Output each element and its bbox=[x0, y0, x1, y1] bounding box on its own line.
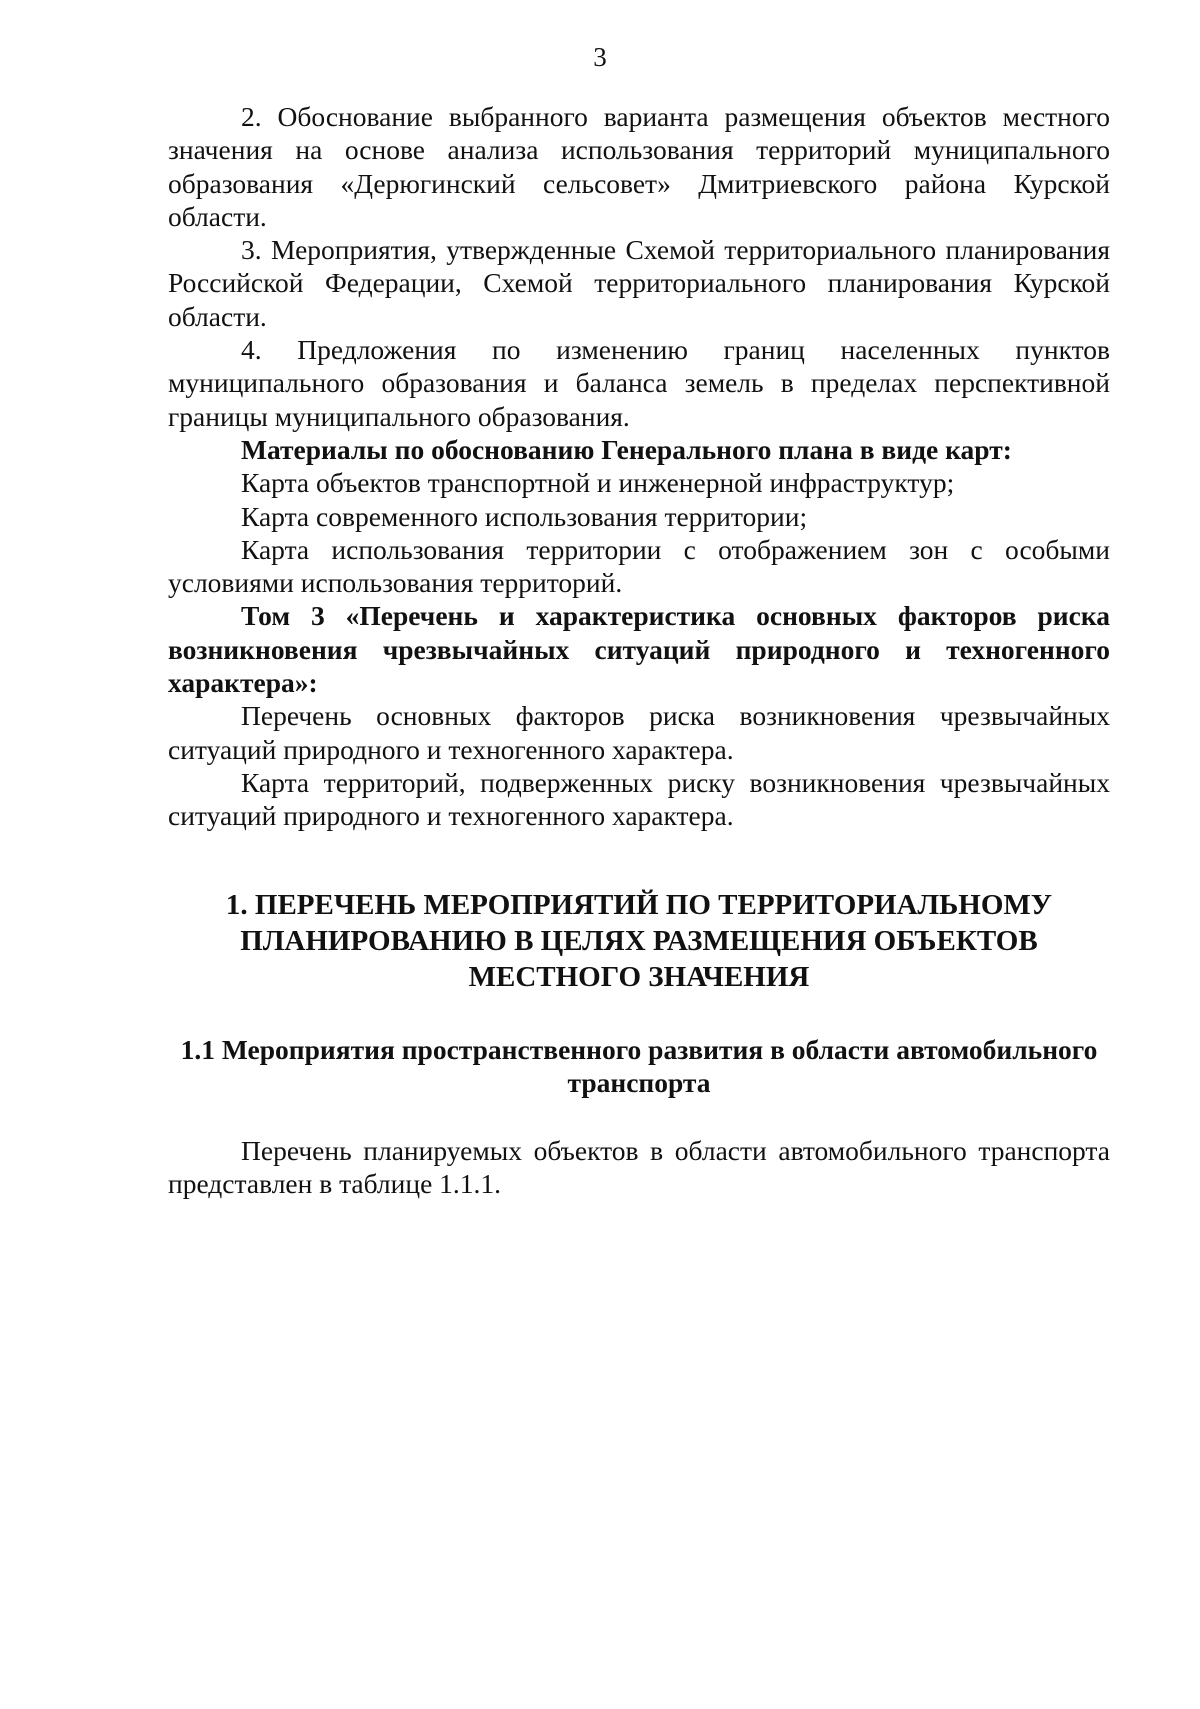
paragraph-item-4: 4. Предложения по изменению границ населенных пунктов муниципального образования и баланса земель в пределах перспективной границы муниципального образования. bbox=[168, 334, 1110, 432]
paragraph-item-3: 3. Мероприятия, утвержденные Схемой территориального планирования Российской Федерации, Схемой территориального планирования Курской области. bbox=[168, 234, 1110, 332]
document-body bbox=[168, 100, 1110, 833]
closing-paragraph: Перечень планируемых объектов в области автомобильного транспорта представлен в таблице 1.1.1. bbox=[168, 1135, 1110, 1200]
map-item-special-zones: Карта использования территории с отображением зон с особыми условиями использования территорий. bbox=[168, 533, 1110, 599]
map-item-transport: Карта объектов транспортной и инженерной инфраструктур; bbox=[241, 467, 955, 499]
subsection-heading: 1.1 Мероприятия пространственного развития в области автомобильного транспорта bbox=[180, 1034, 1098, 1098]
volume-3-heading: Том 3 «Перечень и характеристика основных факторов риска возникновения чрезвычайных ситуаций природного и техногенного характера»: bbox=[168, 600, 1110, 699]
maps-materials-heading: Материалы по обоснованию Генерального плана в виде карт: bbox=[241, 433, 1012, 465]
map-item-current-use: Карта современного использования территории; bbox=[241, 500, 808, 532]
risk-territories-map: Карта территорий, подверженных риску возникновения чрезвычайных ситуаций природного и техногенного характера. bbox=[168, 766, 1110, 832]
page-number: 3 bbox=[593, 42, 607, 72]
closing-section bbox=[168, 1134, 1110, 1201]
section-heading: 1. ПЕРЕЧЕНЬ МЕРОПРИЯТИЙ ПО ТЕРРИТОРИАЛЬНОМУ ПЛАНИРОВАНИЮ В ЦЕЛЯХ РАЗМЕЩЕНИЯ ОБЪЕКТОВ МЕСТНОГО ЗНАЧЕНИЯ bbox=[225, 889, 1053, 993]
paragraph-item-2: 2. Обоснование выбранного варианта размещения объектов местного значения на основе анализа использования территорий муниципального образования «Дерюгинский сельсовет» Дмитриевского района Курской области. bbox=[168, 101, 1110, 232]
risk-factors-list: Перечень основных факторов риска возникновения чрезвычайных ситуаций природного и техногенного характера. bbox=[168, 700, 1110, 765]
